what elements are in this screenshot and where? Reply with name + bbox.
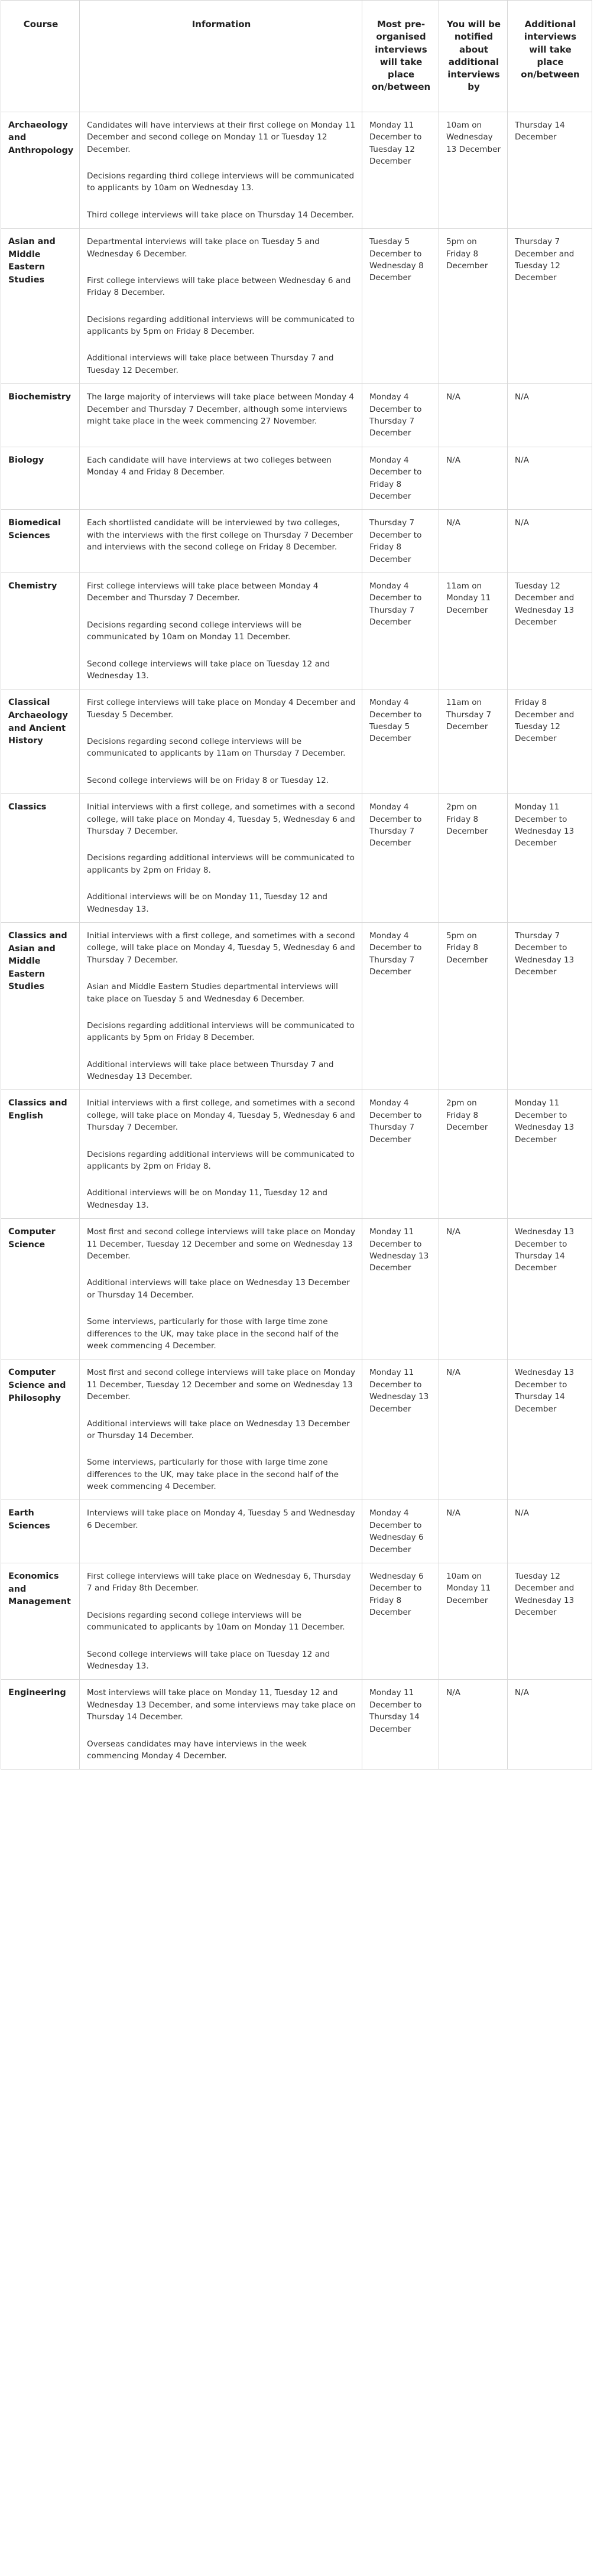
notification-time: 10am on Monday 11 December [439,1563,508,1680]
course-information [80,1500,362,1563]
course-name: Economics and Management [1,1563,80,1680]
information-paragraph: First college interviews will take place on Monday 4 December and Tuesday 5 December. [87,698,356,720]
course-name: Asian and Middle Eastern Studies [1,229,80,384]
course-name: Classical Archaeology and Ancient History [1,689,80,794]
information-paragraph: First college interviews will take place between Wednesday 6 and Friday 8 December. [87,275,351,298]
information-paragraph: Additional interviews will be on Monday 11, Tuesday 12 and Wednesday 13. [87,1188,328,1210]
pre-organised-dates: Monday 11 December to Tuesday 12 December [362,112,439,228]
pre-organised-dates: Monday 4 December to Thursday 7 December [362,794,439,923]
course-information [80,1359,362,1500]
table-row [1,510,592,573]
pre-organised-dates: Monday 4 December to Friday 8 December [362,447,439,510]
course-name: Engineering [1,1680,80,1770]
additional-dates: N/A [508,447,592,510]
information-paragraph: Each candidate will have interviews at two colleges between Monday 4 and Friday 8 December. [87,455,332,477]
pre-organised-dates: Monday 4 December to Thursday 7 December [362,1090,439,1219]
course-name: Biochemistry [1,384,80,447]
notification-time: 11am on Monday 11 December [439,573,508,689]
table-row [1,794,592,923]
information-paragraph: Second college interviews will be on Friday 8 or Tuesday 12. [87,775,329,785]
table-row [1,1359,592,1500]
information-paragraph: Second college interviews will take place on Tuesday 12 and Wednesday 13. [87,1649,330,1671]
notification-time: 5pm on Friday 8 December [439,922,508,1090]
information-paragraph: Additional interviews will take place between Thursday 7 and Wednesday 13 December. [87,1059,334,1082]
information-paragraph: Candidates will have interviews at their first college on Monday 11 December and second college on Monday 11 or Tuesday 12 December. [87,120,356,154]
course-information [80,794,362,923]
course-name: Computer Science [1,1219,80,1359]
course-name: Biomedical Sciences [1,510,80,573]
notification-time: N/A [439,447,508,510]
notification-time: N/A [439,1359,508,1500]
information-paragraph: Decisions regarding second college interviews will be communicated by 10am on Monday 11 December. [87,620,302,642]
pre-organised-dates: Monday 11 December to Wednesday 13 December [362,1359,439,1500]
additional-dates: N/A [508,1680,592,1770]
course-name: Classics [1,794,80,923]
course-name: Biology [1,447,80,510]
pre-organised-dates: Monday 11 December to Thursday 14 December [362,1680,439,1770]
notification-time: 11am on Thursday 7 December [439,689,508,794]
pre-organised-dates: Wednesday 6 December to Friday 8 December [362,1563,439,1680]
notification-time: N/A [439,1680,508,1770]
information-paragraph: Most first and second college interviews will take place on Monday 11 December, Tuesday 12 December and some on Wednesday 13 December. [87,1368,356,1402]
additional-dates: Wednesday 13 December to Thursday 14 December [508,1359,592,1500]
information-paragraph: Decisions regarding additional interviews will be communicated to applicants by 2pm on Friday 8. [87,853,355,875]
information-paragraph: Additional interviews will take place between Thursday 7 and Tuesday 12 December. [87,353,334,375]
information-paragraph: Most first and second college interviews will take place on Monday 11 December, Tuesday 12 December and some on Wednesday 13 December. [87,1227,356,1261]
course-name: Classics and English [1,1090,80,1219]
table-row [1,1563,592,1680]
notification-time: 5pm on Friday 8 December [439,229,508,384]
information-paragraph: Initial interviews with a first college, and sometimes with a second college, will take place on Monday 4, Tuesday 5, Wednesday 6 and Thursday 7 December. [87,1098,355,1133]
pre-organised-dates: Monday 11 December to Wednesday 13 December [362,1219,439,1359]
information-paragraph: Some interviews, particularly for those with large time zone differences to the UK, may take place in the second half of the week commencing 4 December. [87,1458,339,1492]
table-row [1,384,592,447]
pre-organised-dates: Monday 4 December to Wednesday 6 December [362,1500,439,1563]
table-row [1,573,592,689]
information-paragraph: Initial interviews with a first college, and sometimes with a second college, will take place on Monday 4, Tuesday 5, Wednesday 6 and Thursday 7 December. [87,931,355,965]
course-name: Classics and Asian and Middle Eastern Studies [1,922,80,1090]
additional-dates: Tuesday 12 December and Wednesday 13 December [508,1563,592,1680]
table-row [1,1090,592,1219]
information-paragraph: Additional interviews will be on Monday 11, Tuesday 12 and Wednesday 13. [87,892,328,914]
information-paragraph: Decisions regarding second college interviews will be communicated to applicants by 10am on Monday 11 December. [87,1610,345,1632]
course-name: Earth Sciences [1,1500,80,1563]
course-information [80,510,362,573]
table-row [1,447,592,510]
information-paragraph: Decisions regarding additional interviews will be communicated to applicants by 5pm on Friday 8 December. [87,314,355,337]
pre-organised-dates: Thursday 7 December to Friday 8 December [362,510,439,573]
notification-time: 2pm on Friday 8 December [439,794,508,923]
course-information [80,689,362,794]
information-paragraph: Second college interviews will take place on Tuesday 12 and Wednesday 13. [87,659,330,681]
information-paragraph: Most interviews will take place on Monday 11, Tuesday 12 and Wednesday 13 December, and some interviews may take place on Thursday 14 December. [87,1688,356,1722]
notification-time: 2pm on Friday 8 December [439,1090,508,1219]
notification-time: N/A [439,1219,508,1359]
pre-organised-dates: Monday 4 December to Thursday 7 December [362,573,439,689]
additional-dates: Tuesday 12 December and Wednesday 13 December [508,573,592,689]
information-paragraph: Additional interviews will take place on Wednesday 13 December or Thursday 14 December. [87,1419,350,1440]
course-information [80,1219,362,1359]
header-pre-organised: Most pre-organised interviews will take place on/between [362,1,439,112]
additional-dates: N/A [508,1500,592,1563]
pre-organised-dates: Tuesday 5 December to Wednesday 8 December [362,229,439,384]
header-information: Information [80,1,362,112]
pre-organised-dates: Monday 4 December to Tuesday 5 December [362,689,439,794]
course-information [80,447,362,510]
additional-dates: N/A [508,510,592,573]
information-paragraph: Decisions regarding additional interviews will be communicated to applicants by 2pm on Friday 8. [87,1149,355,1172]
course-information [80,1680,362,1770]
information-paragraph: The large majority of interviews will take place between Monday 4 December and Thursday 7 December, although some interviews might take place in the week commencing 27 November. [87,392,355,427]
additional-dates: Friday 8 December and Tuesday 12 December [508,689,592,794]
table-header-row [1,1,592,112]
additional-dates: Thursday 7 December to Wednesday 13 December [508,922,592,1090]
course-information [80,922,362,1090]
header-course: Course [1,1,80,112]
table-row [1,229,592,384]
interview-schedule-table [1,0,592,1770]
course-information [80,573,362,689]
notification-time: N/A [439,384,508,447]
additional-dates: Wednesday 13 December to Thursday 14 December [508,1219,592,1359]
table-row [1,1500,592,1563]
information-paragraph: Some interviews, particularly for those with large time zone differences to the UK, may take place in the second half of the week commencing 4 December. [87,1317,339,1351]
information-paragraph: Asian and Middle Eastern Studies departmental interviews will take place on Tuesday 5 and Wednesday 6 December. [87,982,338,1004]
course-information [80,384,362,447]
notification-time: N/A [439,1500,508,1563]
table-body [1,112,592,1770]
notification-time: 10am on Wednesday 13 December [439,112,508,228]
additional-dates: Monday 11 December to Wednesday 13 December [508,794,592,923]
notification-time: N/A [439,510,508,573]
information-paragraph: First college interviews will take place on Wednesday 6, Thursday 7 and Friday 8th December. [87,1572,351,1593]
course-name: Computer Science and Philosophy [1,1359,80,1500]
table-row [1,1680,592,1770]
course-name: Chemistry [1,573,80,689]
additional-dates: Monday 11 December to Wednesday 13 December [508,1090,592,1219]
information-paragraph: Overseas candidates may have interviews in the week commencing Monday 4 December. [87,1739,307,1761]
information-paragraph: Decisions regarding third college interviews will be communicated to applicants by 10am on Wednesday 13. [87,171,355,193]
information-paragraph: Each shortlisted candidate will be interviewed by two colleges, with the interviews with the first college on Thursday 7 December and interviews with the second college on Friday 8 December. [87,518,353,552]
additional-dates: Thursday 7 December and Tuesday 12 December [508,229,592,384]
course-information [80,1090,362,1219]
information-paragraph: Departmental interviews will take place on Tuesday 5 and Wednesday 6 December. [87,237,320,259]
information-paragraph: First college interviews will take place between Monday 4 December and Thursday 7 December. [87,581,319,603]
additional-dates: N/A [508,384,592,447]
additional-dates: Thursday 14 December [508,112,592,228]
course-information [80,112,362,228]
table-row [1,922,592,1090]
information-paragraph: Decisions regarding second college interviews will be communicated to applicants by 11am on Thursday 7 December. [87,737,346,759]
course-name: Archaeology and Anthropology [1,112,80,228]
information-paragraph: Third college interviews will take place on Thursday 14 December. [87,210,354,220]
pre-organised-dates: Monday 4 December to Thursday 7 December [362,384,439,447]
table-row [1,689,592,794]
header-notified: You will be notified about additional interviews by [439,1,508,112]
information-paragraph: Additional interviews will take place on Wednesday 13 December or Thursday 14 December. [87,1278,350,1300]
header-additional: Additional interviews will take place on/between [508,1,592,112]
table-row [1,112,592,228]
pre-organised-dates: Monday 4 December to Thursday 7 December [362,922,439,1090]
information-paragraph: Decisions regarding additional interviews will be communicated to applicants by 5pm on Friday 8 December. [87,1020,355,1043]
information-paragraph: Initial interviews with a first college, and sometimes with a second college, will take place on Monday 4, Tuesday 5, Wednesday 6 and Thursday 7 December. [87,802,355,837]
table-row [1,1219,592,1359]
information-paragraph: Interviews will take place on Monday 4, Tuesday 5 and Wednesday 6 December. [87,1508,355,1530]
course-information [80,1563,362,1680]
course-information [80,229,362,384]
